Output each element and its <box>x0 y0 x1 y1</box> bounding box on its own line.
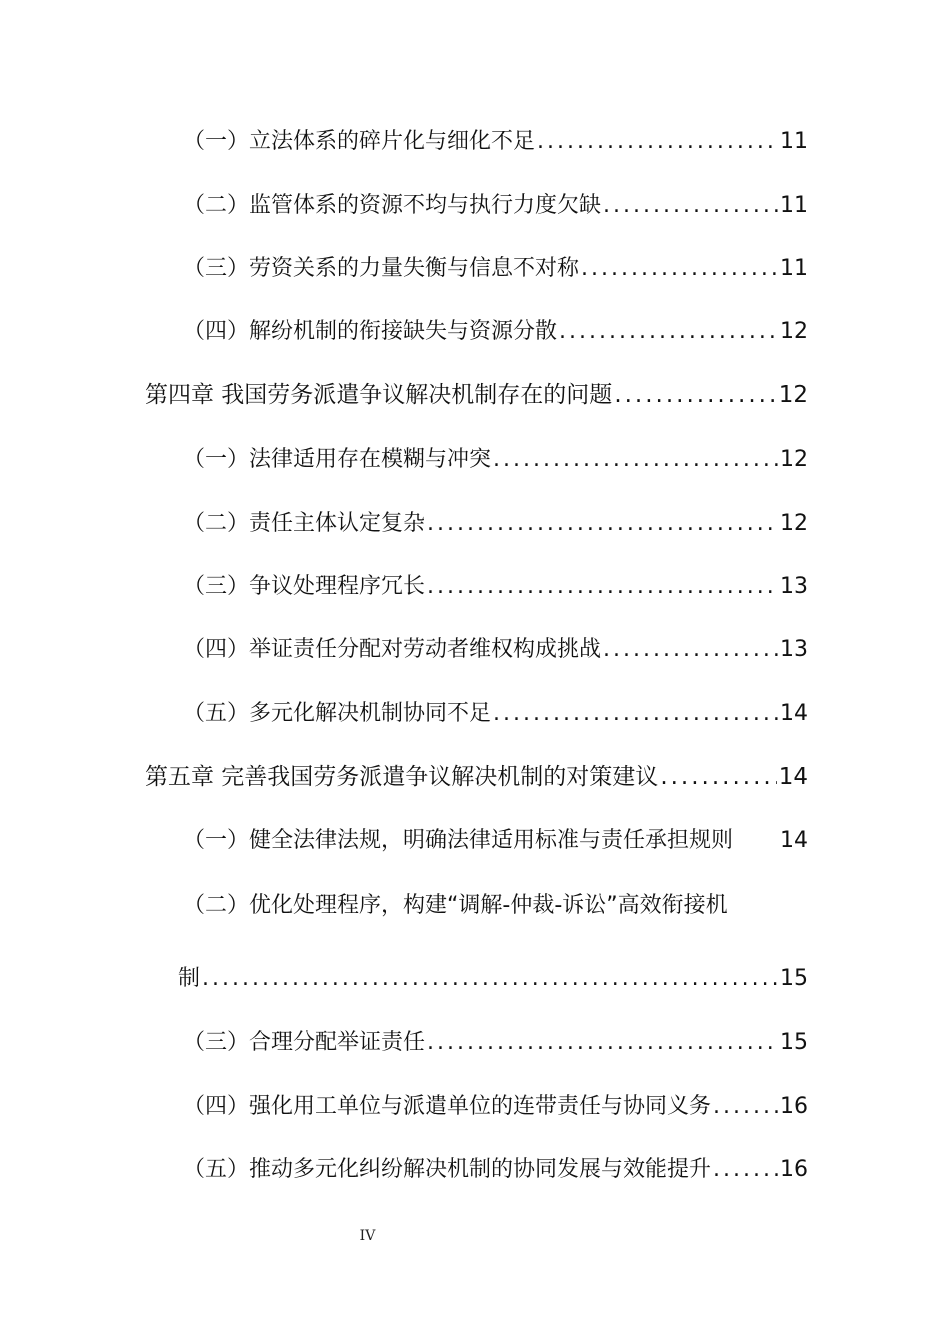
toc-entry-title: （一）法律适用存在模糊与冲突 <box>183 447 492 472</box>
toc-entry[interactable] <box>183 1026 808 1060</box>
dot-leader <box>493 697 778 731</box>
toc-entry-page: 15 <box>780 966 808 991</box>
toc-entry-page: 16 <box>780 1157 808 1182</box>
toc-entry-title: （四）强化用工单位与派遣单位的连带责任与协同义务 <box>183 1094 712 1119</box>
toc-entry[interactable] <box>183 189 808 223</box>
toc-chapter-title: 第五章 完善我国劳务派遣争议解决机制的对策建议 <box>145 764 659 790</box>
toc-entry-title: （五）多元化解决机制协同不足 <box>183 701 492 726</box>
toc-entry-page: 15 <box>780 1030 808 1055</box>
toc-entry-title: （一）健全法律法规，明确法律适用标准与责任承担规则 <box>183 828 734 853</box>
toc-entry-title: 制 <box>178 966 201 991</box>
page-number: IV <box>359 1228 376 1244</box>
dot-leader <box>493 443 778 477</box>
toc-entry-title: （三）合理分配举证责任 <box>183 1030 426 1055</box>
toc-entry-page: 11 <box>780 129 808 154</box>
toc-entry-page: 11 <box>780 256 808 281</box>
toc-entry[interactable] <box>183 697 808 731</box>
dot-leader <box>427 570 778 604</box>
toc-entry-page: 12 <box>778 382 808 408</box>
toc-entry-page: 12 <box>780 447 808 472</box>
toc-entry-page: 12 <box>780 319 808 344</box>
toc-entry[interactable] <box>183 443 808 477</box>
dot-leader <box>713 1153 778 1187</box>
toc-entry-title: （四）解纷机制的衔接缺失与资源分散 <box>183 319 558 344</box>
toc-entry-page: 11 <box>780 193 808 218</box>
toc-entry-title: （二）监管体系的资源不均与执行力度欠缺 <box>183 193 602 218</box>
dot-leader <box>713 1090 778 1124</box>
dot-leader <box>202 962 778 996</box>
toc-entry-page: 12 <box>780 511 808 536</box>
toc-entry-page: 16 <box>780 1094 808 1119</box>
dot-leader <box>559 315 778 349</box>
toc-entry-page: 13 <box>780 574 808 599</box>
dot-leader <box>603 633 778 667</box>
dot-leader <box>614 378 776 412</box>
toc-entry-title: （四）举证责任分配对劳动者维权构成挑战 <box>183 637 602 662</box>
toc-entry-title: （二）优化处理程序，构建“调解-仲裁-诉讼”高效衔接机 <box>183 893 728 918</box>
toc-chapter-title: 第四章 我国劳务派遣争议解决机制存在的问题 <box>145 382 613 408</box>
toc-entry[interactable] <box>183 570 808 604</box>
toc-entry[interactable] <box>183 889 808 923</box>
dot-leader <box>427 507 778 541</box>
dot-leader <box>427 1026 778 1060</box>
toc-entry[interactable] <box>183 507 808 541</box>
toc-entry-title: （五）推动多元化纠纷解决机制的协同发展与效能提升 <box>183 1157 712 1182</box>
toc-entry-page: 14 <box>780 828 808 853</box>
dot-leader <box>603 189 778 223</box>
toc-entry-title: （三）争议处理程序冗长 <box>183 574 426 599</box>
toc-entry-page: 13 <box>780 637 808 662</box>
toc-entry-continuation[interactable] <box>178 962 808 996</box>
toc-entry[interactable] <box>183 125 808 159</box>
toc-entry[interactable] <box>183 824 808 858</box>
toc-entry-title: （一）立法体系的碎片化与细化不足 <box>183 129 536 154</box>
toc-entry[interactable] <box>183 1090 808 1124</box>
toc-entry[interactable] <box>183 633 808 667</box>
toc-entry-title: （二）责任主体认定复杂 <box>183 511 426 536</box>
toc-entry[interactable] <box>183 315 808 349</box>
toc-entry-page: 14 <box>780 701 808 726</box>
dot-leader <box>660 760 776 794</box>
toc-entry-title: （三）劳资关系的力量失衡与信息不对称 <box>183 256 580 281</box>
dot-leader <box>581 252 778 286</box>
toc-chapter-entry[interactable] <box>145 378 808 412</box>
toc-entry[interactable] <box>183 1153 808 1187</box>
toc-chapter-entry[interactable] <box>145 760 808 794</box>
toc-entry-page: 14 <box>778 764 808 790</box>
toc-entry[interactable] <box>183 252 808 286</box>
dot-leader <box>537 125 778 159</box>
